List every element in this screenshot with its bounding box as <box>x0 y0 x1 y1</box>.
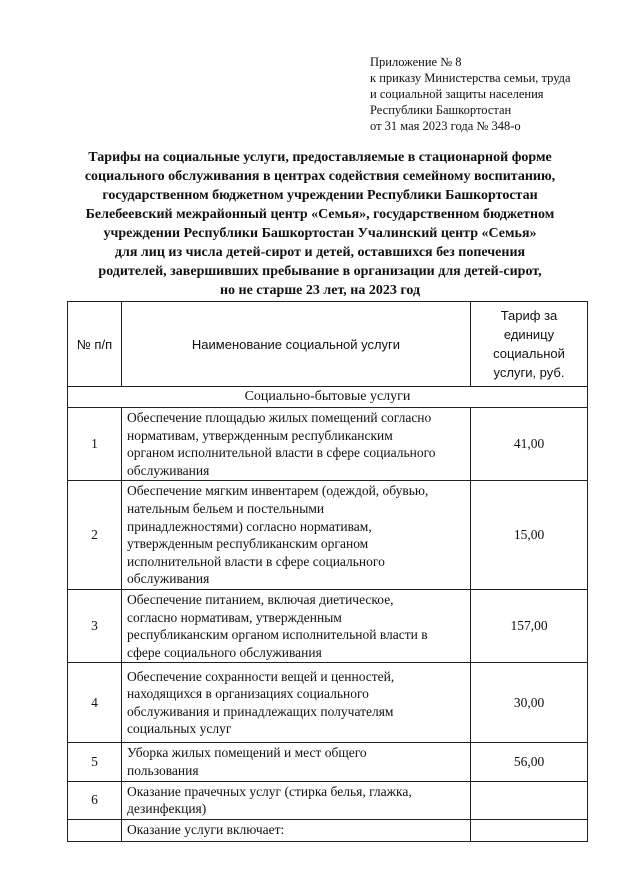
service-name-line: утвержденным республиканским органом <box>127 536 369 552</box>
service-name-line: Обеспечение площадью жилых помещений согласно <box>127 410 432 425</box>
service-name-line: Оказание услуги включает: <box>127 822 285 838</box>
service-tariff <box>471 819 588 841</box>
header-number: № п/п <box>68 302 122 387</box>
service-name-line: находящихся в организациях социального <box>127 686 369 702</box>
service-tariff <box>471 781 588 819</box>
title-line: учреждении Республики Башкортостан Учалинский центр «Семья» <box>103 226 537 241</box>
row-number: 3 <box>68 589 122 662</box>
service-name-line: пользования <box>127 762 199 778</box>
row-number: 6 <box>68 781 122 819</box>
service-name-line: Уборка жилых помещений и мест общего <box>127 745 367 761</box>
service-name-line: нормативам, утвержденным республиканским <box>127 427 393 443</box>
table-row <box>68 819 588 841</box>
table-row <box>68 408 588 481</box>
row-number: 1 <box>68 408 122 481</box>
title-line: родителей, завершивших пребывание в организации для детей-сирот, <box>98 264 542 279</box>
table-row <box>68 743 588 781</box>
document-title <box>40 148 600 300</box>
service-name-line: Обеспечение сохранности вещей и ценностей, <box>127 668 395 684</box>
table-header-row <box>68 302 588 387</box>
annex-order-line: Республики Башкортостан <box>370 103 512 117</box>
annex-reference <box>370 54 620 134</box>
service-name <box>122 743 471 781</box>
title-line: социального обслуживания в центрах содействия семейному воспитанию, <box>84 169 556 184</box>
service-name-line: Оказание прачечных услуг (стирка белья, глажка, <box>127 783 412 799</box>
service-name-line: дезинфекция) <box>127 801 207 817</box>
service-rows <box>68 408 588 842</box>
table-row <box>68 481 588 590</box>
row-number: 5 <box>68 743 122 781</box>
annex-number: Приложение № 8 <box>370 55 462 69</box>
service-name-line: Обеспечение мягким инвентарем (одеждой, обувью, <box>127 483 429 499</box>
service-tariff: 157,00 <box>471 589 588 662</box>
section-title: Социально-бытовые услуги <box>68 387 588 408</box>
service-name <box>122 589 471 662</box>
title-line: Белебеевский межрайонный центр «Семья», государственном бюджетном <box>85 207 555 222</box>
annex-order-line: и социальной защиты населения <box>370 87 544 101</box>
header-tariff-line: социальной <box>493 346 565 361</box>
service-name <box>122 481 471 590</box>
title-line: но не старше 23 лет, на 2023 год <box>219 283 421 298</box>
header-service-name: Наименование социальной услуги <box>122 302 471 387</box>
service-name-line: обслуживания и принадлежащих получателям <box>127 703 394 719</box>
section-row <box>68 387 588 408</box>
service-name-line: республиканским органом исполнительной власти в <box>127 627 428 643</box>
header-tariff-line: Тариф за <box>500 308 558 323</box>
service-name-line: органом исполнительной власти в сфере социального <box>127 445 436 461</box>
service-name <box>122 819 471 841</box>
service-name-line: сфере социального обслуживания <box>127 644 322 660</box>
row-number <box>68 819 122 841</box>
service-name-line: принадлежностями) согласно нормативам, <box>127 518 372 534</box>
row-number: 4 <box>68 663 122 743</box>
service-name <box>122 781 471 819</box>
service-name-line: исполнительной власти в сфере социального <box>127 553 385 569</box>
service-name-line: Обеспечение питанием, включая диетическое, <box>127 591 394 607</box>
table-row <box>68 589 588 662</box>
title-line: государственном бюджетном учреждении Республики Башкортостан <box>102 188 538 203</box>
service-name-line: нательным бельем и постельными <box>127 500 325 516</box>
service-tariff: 41,00 <box>471 408 588 481</box>
row-number: 2 <box>68 481 122 590</box>
tariffs-table <box>67 301 588 842</box>
service-tariff: 30,00 <box>471 663 588 743</box>
service-name <box>122 663 471 743</box>
table-row <box>68 663 588 743</box>
table-row <box>68 781 588 819</box>
annex-order-date: от 31 мая 2023 года № 348-о <box>370 119 521 133</box>
header-tariff <box>471 302 588 387</box>
service-name-line: обслуживания <box>127 571 210 587</box>
header-tariff-line: услуги, руб. <box>493 365 565 380</box>
header-tariff-line: единицу <box>503 327 555 342</box>
title-line: для лиц из числа детей-сирот и детей, оставшихся без попечения <box>114 245 526 260</box>
service-name <box>122 408 471 481</box>
service-tariff: 15,00 <box>471 481 588 590</box>
service-tariff: 56,00 <box>471 743 588 781</box>
annex-order-line: к приказу Министерства семьи, труда <box>370 71 571 85</box>
service-name-line: социальных услуг <box>127 721 232 737</box>
service-name-line: согласно нормативам, утвержденным <box>127 609 342 625</box>
service-name-line: обслуживания <box>127 462 210 478</box>
title-line: Тарифы на социальные услуги, предоставляемые в стационарной форме <box>88 150 552 165</box>
